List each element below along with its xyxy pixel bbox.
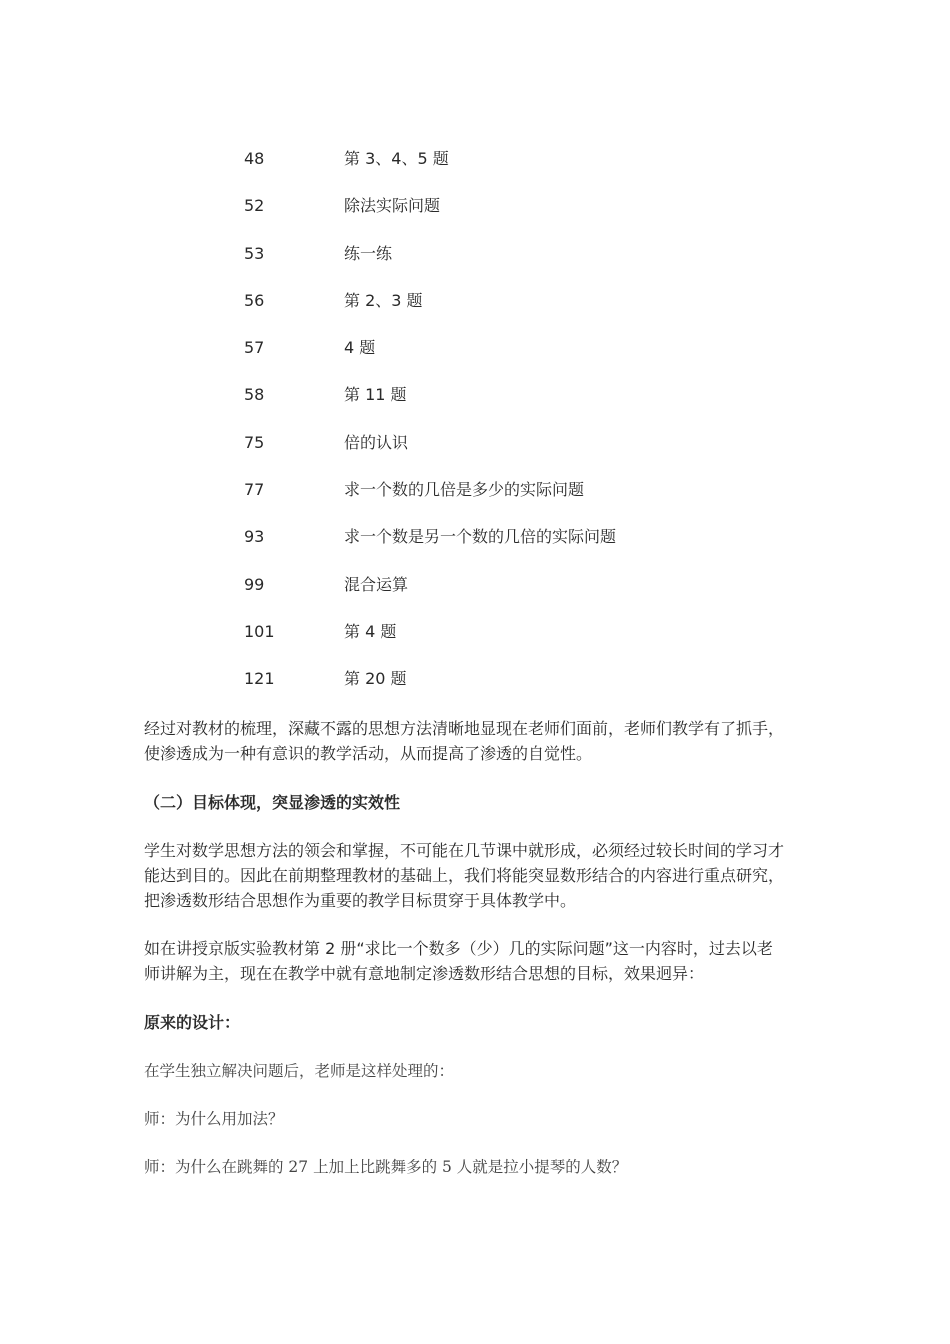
paragraph-line: 能达到目的。因此在前期整理教材的基础上，我们将能突显数形结合的内容进行重点研究， [144,866,785,885]
topic-cell: 第 3、4、5 题 [344,149,449,168]
paragraph-line: 学生对数学思想方法的领会和掌握，不可能在几节课中就形成，必须经过较长时间的学习才 [144,841,785,860]
paragraph-line: 如在讲授京版实验教材第 2 册“求比一个数多（少）几的实际问题”这一内容时，过去以老 [144,939,773,958]
topic-cell: 除法实际问题 [344,196,441,216]
page-number-cell: 52 [244,196,265,216]
page-number-cell: 58 [244,385,265,405]
table-row [244,192,744,239]
topic-cell: 求一个数是另一个数的几倍的实际问题 [344,527,617,547]
summary-paragraph [144,716,814,766]
page-number-cell: 48 [244,149,265,168]
page-number-cell: 77 [244,480,265,500]
topic-cell: 第 20 题 [344,669,407,689]
topic-cell: 练一练 [344,243,393,263]
table-row [244,618,744,665]
table-row [244,240,744,287]
dialogue-line: 在学生独立解决问题后，老师是这样处理的： [144,1062,455,1080]
table-row [244,287,744,334]
page-topic-table [244,145,744,713]
paragraph-line: 师讲解为主，现在在教学中就有意地制定渗透数形结合思想的目标，效果迥异： [144,964,705,983]
topic-cell: 4 题 [344,338,376,358]
topic-cell: 求一个数的几倍是多少的实际问题 [344,480,585,500]
section-heading: （二）目标体现，突显渗透的实效性 [144,793,401,812]
table-row [244,381,744,428]
table-row [244,145,744,192]
table-row [244,429,744,476]
dialogue-line: 师：为什么用加法？ [144,1110,284,1128]
original-design-heading: 原来的设计： [144,1013,241,1032]
table-row [244,334,744,381]
topic-cell: 倍的认识 [344,432,409,452]
page-number-cell: 101 [244,621,275,641]
table-row [244,523,744,570]
page-number-cell: 57 [244,338,265,358]
page-number-cell: 99 [244,574,265,594]
goal-paragraph [144,838,814,913]
table-row [244,571,744,618]
page-number-cell: 53 [244,243,265,263]
page-number-cell: 121 [244,669,275,689]
dialogue-line: 师：为什么在跳舞的 27 上加上比跳舞多的 5 人就是拉小提琴的人数？ [144,1158,628,1176]
topic-cell: 第 11 题 [344,385,407,405]
paragraph-line: 经过对教材的梳理，深藏不露的思想方法清晰地显现在老师们面前，老师们教学有了抓手， [144,719,785,738]
topic-cell: 第 2、3 题 [344,290,423,310]
table-row [244,665,744,712]
page-number-cell: 56 [244,290,265,310]
topic-cell: 第 4 题 [344,621,397,641]
example-paragraph [144,936,814,986]
page-number-cell: 93 [244,527,265,547]
table-row [244,476,744,523]
paragraph-line: 使渗透成为一种有意识的教学活动，从而提高了渗透的自觉性。 [144,744,593,763]
page-number-cell: 75 [244,432,265,452]
topic-cell: 混合运算 [344,574,409,594]
paragraph-line: 把渗透数形结合思想作为重要的教学目标贯穿于具体教学中。 [144,891,577,910]
